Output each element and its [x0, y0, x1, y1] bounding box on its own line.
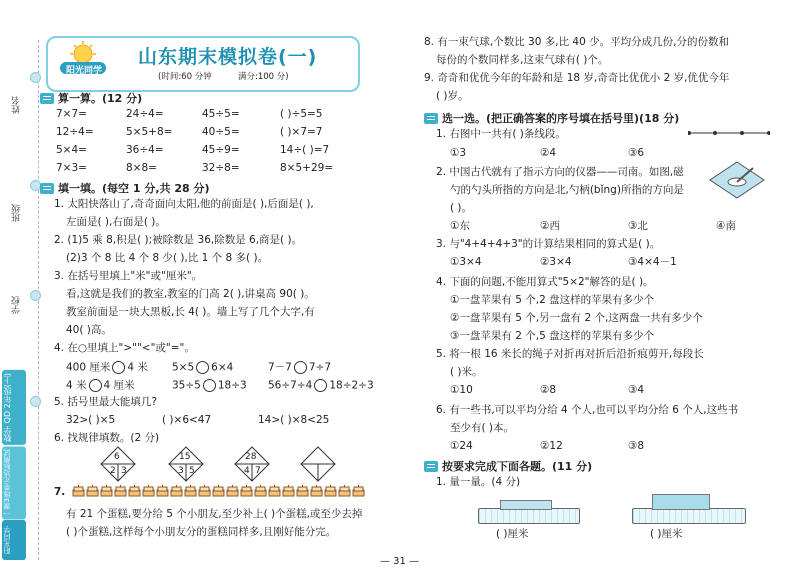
- question-3-line3: 教室前面是一块大黑板,长 4( )。墙上写了几个大字,有: [66, 306, 315, 318]
- binding-dot: [30, 396, 41, 407]
- question-8-line1: 8. 有一束气球,个数比 30 多,比 40 少。平均分成几份,分的份数和: [424, 36, 729, 48]
- name-label: 姓名: [12, 96, 22, 114]
- calc-cell: 36÷4=: [126, 144, 164, 156]
- compare-item: 7－7 7÷7: [268, 361, 332, 374]
- cake-icon: [128, 485, 141, 497]
- ruler-image: [478, 508, 580, 524]
- section-icon: [424, 461, 438, 472]
- pattern-diamond: 28 4 7: [234, 446, 270, 482]
- cake-icon: [226, 485, 239, 497]
- cake-icon: [72, 485, 85, 497]
- choice-1-question: 1. 右图中一共有( )条线段。: [436, 128, 566, 140]
- calc-cell: 45÷5=: [202, 108, 240, 120]
- section-icon: [40, 93, 54, 104]
- max-fill-item: 32>( )×5: [66, 414, 116, 426]
- ruler-image: [632, 508, 746, 524]
- class-label: 班级: [12, 204, 22, 222]
- section-1-title: 算一算。(12 分): [58, 92, 143, 105]
- compare-circle[interactable]: [294, 361, 307, 374]
- calc-cell: 32÷8=: [202, 162, 240, 174]
- cake-icon: [114, 485, 127, 497]
- calc-cell: 8×5+29=: [280, 162, 334, 174]
- calc-cell: 7×7=: [56, 108, 87, 120]
- choice-option[interactable]: ①3: [450, 147, 467, 159]
- choice-option[interactable]: ②8: [540, 384, 557, 396]
- question-7-number: 7.: [54, 486, 66, 498]
- choice-2-line2: 勺的勺头所指的方向是北,勺柄(bǐng)所指的方向是: [450, 184, 684, 196]
- measure-question: 1. 量一量。(4 分): [436, 476, 521, 488]
- question-8-line2: 每份的个数同样多,这束气球有( )个。: [436, 54, 609, 66]
- measured-object: [652, 494, 710, 510]
- logo-text: 阳光同学: [66, 66, 103, 76]
- cake-icon: [282, 485, 295, 497]
- max-fill-item: ( )×6<47: [162, 414, 212, 426]
- cake-icon: [100, 485, 113, 497]
- choice-6-line1: 6. 有一些书,可以平均分给 4 个人,也可以平均分给 6 个人,这些书: [436, 404, 739, 416]
- choice-option[interactable]: ①10: [450, 384, 473, 396]
- compare-item: 35÷5 18÷3: [172, 379, 247, 392]
- compass-spoon-image: [708, 160, 766, 203]
- cake-icon: [142, 485, 155, 497]
- choice-5-line2: ( )米。: [450, 366, 483, 378]
- compare-circle[interactable]: [89, 379, 102, 392]
- compare-item: 56÷7÷4 18÷2÷3: [268, 379, 374, 392]
- cake-icon: [268, 485, 281, 497]
- choice-option[interactable]: ③6: [628, 147, 645, 159]
- cake-icon: [212, 485, 225, 497]
- compare-circle[interactable]: [112, 361, 125, 374]
- section-2-heading: [40, 180, 210, 196]
- question-5-title: 5. 括号里最大能填几?: [54, 396, 157, 408]
- pattern-diamond-blank[interactable]: [300, 446, 336, 482]
- measure-answer[interactable]: ( )厘米: [650, 528, 683, 540]
- calc-cell: 24÷4=: [126, 108, 164, 120]
- cake-icon: [156, 485, 169, 497]
- compare-item: 400 厘米 4 米: [66, 361, 148, 374]
- choice-4-question: 4. 下面的问题,不能用算式"5×2"解答的是( )。: [436, 276, 654, 288]
- choice-2-line1: 2. 中国古代就有了指示方向的仪器——司南。如图,磁: [436, 166, 684, 178]
- cake-icon: [296, 485, 309, 497]
- measured-object: [500, 500, 552, 510]
- line-segments-figure: [688, 128, 770, 140]
- choice-option[interactable]: ①东: [450, 220, 470, 232]
- cake-icon: [254, 485, 267, 497]
- cake-icon: [86, 485, 99, 497]
- calc-cell: 7×3=: [56, 162, 87, 174]
- cake-icon: [198, 485, 211, 497]
- pattern-diamond: 6 2 3: [100, 446, 136, 482]
- calc-cell: 45÷9=: [202, 144, 240, 156]
- choice-6-line2: 至少有( )本。: [450, 422, 515, 434]
- choice-option[interactable]: ③4×4－1: [628, 256, 677, 268]
- question-9-line1: 9. 奇奇和优优今年的年龄和是 18 岁,奇奇比优优小 2 岁,优优今年: [424, 72, 730, 84]
- question-9-line2: ( )岁。: [436, 90, 469, 102]
- cake-icon: [352, 485, 365, 497]
- compare-circle[interactable]: [196, 361, 209, 374]
- question-1-line2: 左面是( ),右面是( )。: [66, 216, 166, 228]
- question-7-line1: 有 21 个蛋糕,要分给 5 个小朋友,至少补上( )个蛋糕,或至少去掉: [66, 508, 363, 520]
- brand-tab: 阳光同学: [2, 520, 26, 560]
- section-3-title: 选一选。(把正确答案的序号填在括号里)(18 分): [442, 112, 680, 125]
- logo: [54, 40, 112, 76]
- question-2-line2: (2)3 个 8 比 4 个 8 少( ),比 1 个 8 多( )。: [66, 252, 269, 264]
- exam-time: (时间:60 分钟: [158, 72, 212, 82]
- section-3-heading: [424, 110, 679, 126]
- calc-cell: 40÷5=: [202, 126, 240, 138]
- section-4-heading: [424, 458, 592, 474]
- section-4-title: 按要求完成下面各题。(11 分): [442, 460, 593, 473]
- cake-icon: [240, 485, 253, 497]
- question-1-line1: 1. 太阳快落山了,奇奇面向太阳,他的前面是( ),后面是( ),: [54, 198, 314, 210]
- cake-icon: [170, 485, 183, 497]
- calc-cell: 5×5+8=: [126, 126, 173, 138]
- cake-icon: [310, 485, 323, 497]
- compare-item: 5×5 6×4: [172, 361, 234, 374]
- choice-option[interactable]: ③北: [628, 220, 648, 232]
- choice-option[interactable]: ②一盘苹果有 5 个,另一盘有 2 个,这两盘一共有多少个: [450, 312, 703, 324]
- question-4-line1: 4. 在○里填上">""<"或"="。: [54, 342, 195, 354]
- choice-5-line1: 5. 将一根 16 米长的绳子对折再对折后沿折痕剪开,每段长: [436, 348, 704, 360]
- calc-cell: ( )÷5=5: [280, 108, 323, 120]
- section-2-title: 填一填。(每空 1 分,共 28 分): [58, 182, 210, 195]
- choice-option[interactable]: ③一盘苹果有 2 个,5 盘这样的苹果有多少个: [450, 330, 655, 342]
- calc-cell: 12÷4=: [56, 126, 94, 138]
- choice-option[interactable]: ③4: [628, 384, 645, 396]
- cake-icon: [184, 485, 197, 497]
- question-2-line1: 2. (1)5 乘 8,积是( );被除数是 36,除数是 6,商是( )。: [54, 234, 303, 246]
- page-number: — 31 —: [380, 556, 420, 567]
- cake-icon: [324, 485, 337, 497]
- binding-dot: [30, 72, 41, 83]
- choice-3-question: 3. 与"4+4+4+3"的计算结果相同的算式是( )。: [436, 238, 661, 250]
- section-icon: [40, 183, 54, 194]
- question-3-line2: 看,这就是我们的教室,教室的门高 2( ),讲桌高 90( )。: [66, 288, 315, 300]
- pattern-diamond: 15 3 5: [168, 446, 204, 482]
- cake-icon: [338, 485, 351, 497]
- school-label: 学校: [12, 296, 22, 314]
- choice-option[interactable]: ②3×4: [540, 256, 572, 268]
- calc-cell: 8×8=: [126, 162, 157, 174]
- choice-option[interactable]: ②4: [540, 147, 557, 159]
- calc-cell: 14÷( )=7: [280, 144, 330, 156]
- section-1-heading: [40, 90, 142, 106]
- choice-option[interactable]: ③8: [628, 440, 645, 452]
- question-3-line1: 3. 在括号里填上"米"或"厘米"。: [54, 270, 203, 282]
- choice-option[interactable]: ②西: [540, 220, 560, 232]
- choice-option[interactable]: ①3×4: [450, 256, 482, 268]
- question-6-title: 6. 找规律填数。(2 分): [54, 432, 160, 444]
- compare-circle[interactable]: [203, 379, 216, 392]
- compare-circle[interactable]: [314, 379, 327, 392]
- measure-answer[interactable]: ( )厘米: [496, 528, 529, 540]
- compare-item: 4 米 4 厘米: [66, 379, 135, 392]
- binding-dot: [30, 290, 41, 301]
- question-3-line4: 40( )高。: [66, 324, 112, 336]
- exam-score: 满分:100 分): [238, 72, 289, 82]
- max-fill-item: 14>( )×8<25: [258, 414, 330, 426]
- calc-cell: 5×4=: [56, 144, 87, 156]
- choice-2-line3: ( )。: [450, 202, 473, 214]
- section-icon: [424, 113, 438, 124]
- grade-tab: 数学 QD 2年级(上): [2, 370, 26, 445]
- choice-option[interactable]: ④南: [716, 220, 736, 232]
- page-title: 山东期末模拟卷(一): [138, 46, 318, 68]
- series-tab: 一课3练单元达标测试: [2, 446, 26, 519]
- choice-option[interactable]: ①一盘苹果有 5 个,2 盘这样的苹果有多少个: [450, 294, 655, 306]
- calc-cell: ( )×7=7: [280, 126, 323, 138]
- choice-option[interactable]: ②12: [540, 440, 563, 452]
- question-7-line2: ( )个蛋糕,这样每个小朋友分的蛋糕同样多,且刚好能分完。: [66, 526, 337, 538]
- choice-option[interactable]: ①24: [450, 440, 473, 452]
